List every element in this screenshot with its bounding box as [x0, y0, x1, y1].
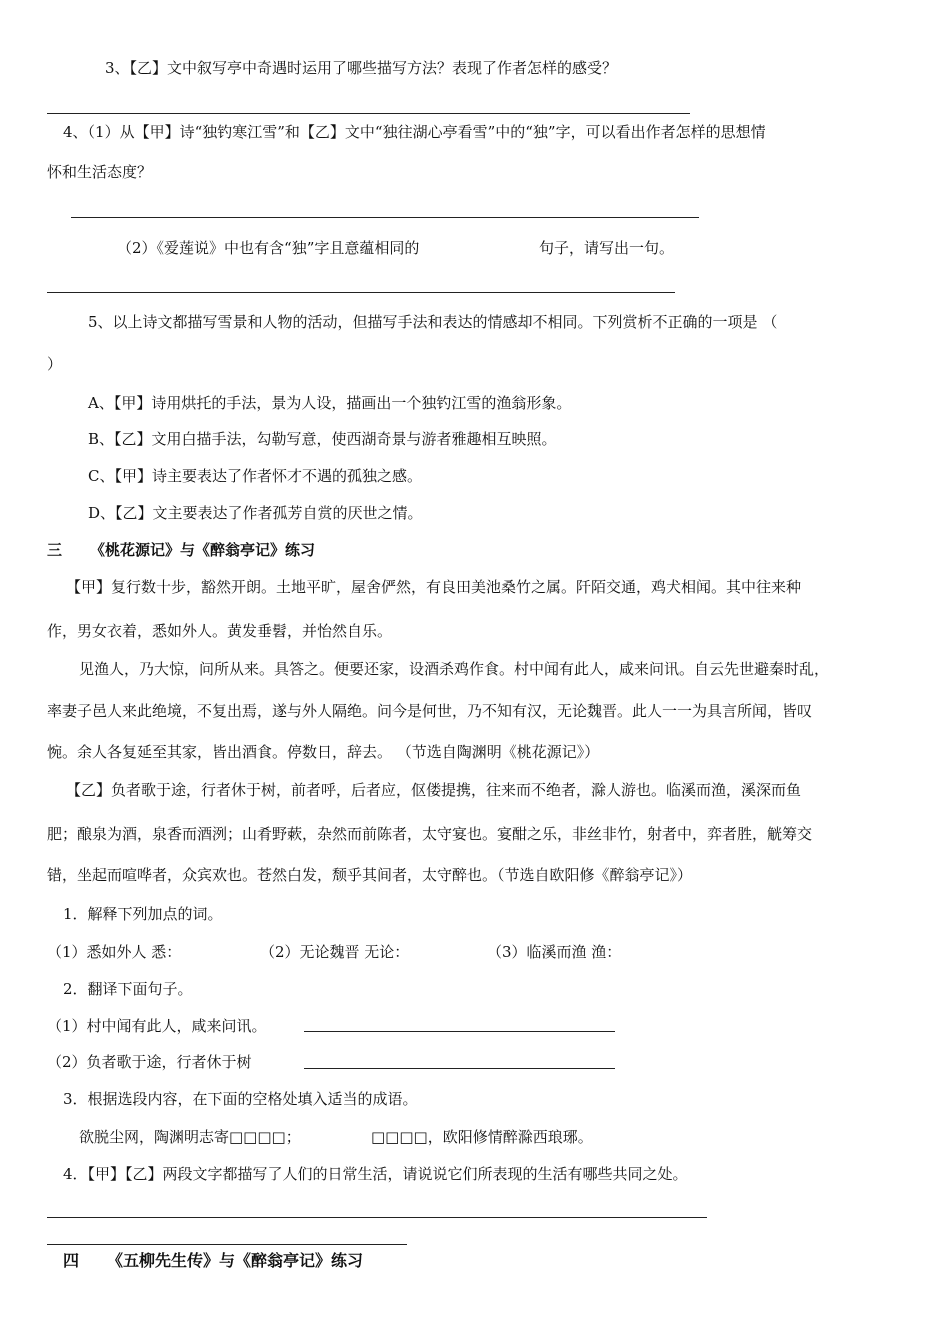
section-3-title: 《桃花源记》与《醉翁亭记》练习	[90, 541, 316, 559]
s3-question-2b: （2）负者歌于途，行者休于树	[47, 1053, 252, 1071]
question-4-line1: 4、（1）从【甲】诗“独钓寒江雪”和【乙】文中“独往湖心亭看雪”中的“独”字，可以看出作者怎样的思想情	[63, 123, 766, 141]
option-c: C、【甲】诗主要表达了作者怀才不遇的孤独之感。	[88, 467, 422, 485]
s3-question-4: 4．【甲】【乙】两段文字都描写了人们的日常生活，请说说它们所表现的生活有哪些共同之处。	[63, 1165, 688, 1183]
s3-question-2-title: 2．翻译下面句子。	[63, 980, 193, 998]
section-3-number: 三	[47, 541, 63, 559]
answer-line	[47, 1217, 707, 1218]
answer-line	[304, 1031, 615, 1032]
question-4-line2: 怀和生活态度？	[47, 163, 153, 181]
passage-jia-line: 率妻子邑人来此绝境，不复出焉，遂与外人隔绝。问今是何世，乃不知有汉，无论魏晋。此人一一为具言所闻，皆叹	[47, 702, 813, 720]
s3-question-3b: □□□□，欧阳修情醉滁西琅琊。	[371, 1128, 593, 1146]
option-a: A、【甲】诗用烘托的手法，景为人设，描画出一个独钓江雪的渔翁形象。	[88, 394, 572, 412]
passage-yi-line: 错，坐起而喧哗者，众宾欢也。苍然白发，颓乎其间者，太守醉也。（节选自欧阳修《醉翁亭记》）	[47, 866, 693, 884]
s3-question-1b: （2）无论魏晋 无论：	[260, 943, 410, 961]
passage-jia-line: 惋。余人各复延至其家，皆出酒食。停数日，辞去。 （节选自陶渊明《桃花源记》）	[47, 743, 600, 761]
passage-yi-line: 【乙】负者歌于途，行者休于树，前者呼，后者应，伛偻提携，往来而不绝者，滁人游也。临溪而渔，溪深而鱼	[66, 781, 802, 799]
s3-question-2a: （1）村中闻有此人，咸来问讯。	[47, 1017, 267, 1035]
option-b: B、【乙】文用白描手法，勾勒写意，使西湖奇景与游者雅趣相互映照。	[88, 430, 557, 448]
question-5-line2: ）	[47, 355, 63, 373]
s3-question-3a: 欲脱尘网，陶渊明志寄□□□□；	[79, 1128, 301, 1146]
question-3: 3、【乙】文中叙写亭中奇遇时运用了哪些描写方法？表现了作者怎样的感受？	[105, 59, 618, 77]
question-5-line1: 5、以上诗文都描写雪景和人物的活动，但描写手法和表达的情感却不相同。下列赏析不正确的一项是 （	[88, 313, 778, 331]
section-4-title: 《五柳先生传》与《醉翁亭记》练习	[107, 1251, 364, 1270]
answer-line	[47, 1244, 407, 1245]
passage-yi-line: 肥；酿泉为酒，泉香而酒洌；山肴野蔌，杂然而前陈者，太守宴也。宴酣之乐，非丝非竹，射者中，弈者胜，觥筹交	[47, 825, 813, 843]
answer-line	[47, 292, 675, 293]
answer-line	[47, 113, 690, 114]
s3-question-1a: （1）悉如外人 悉：	[47, 943, 182, 961]
answer-line	[304, 1068, 615, 1069]
section-4-number: 四	[63, 1251, 80, 1270]
s3-question-3-title: 3．根据选段内容，在下面的空格处填入适当的成语。	[63, 1090, 418, 1108]
question-4-sub2-a: （2）《爱莲说》中也有含“独”字且意蕴相同的	[117, 239, 420, 257]
s3-question-1-title: 1．解释下列加点的词。	[63, 905, 223, 923]
passage-jia-line: 见渔人，乃大惊，问所从来。具答之。便要还家，设酒杀鸡作食。村中闻有此人，咸来问讯。自云先世避秦时乱，	[79, 660, 830, 678]
answer-line	[71, 217, 699, 218]
passage-jia-line: 作，男女衣着，悉如外人。黄发垂髫，并怡然自乐。	[47, 622, 393, 640]
s3-question-1c: （3）临溪而渔 渔：	[487, 943, 622, 961]
passage-jia-line: 【甲】复行数十步，豁然开朗。土地平旷，屋舍俨然，有良田美池桑竹之属。阡陌交通，鸡犬相闻。其中往来种	[66, 578, 802, 596]
option-d: D、【乙】文主要表达了作者孤芳自赏的厌世之情。	[88, 504, 423, 522]
question-4-sub2-b: 句子，请写出一句。	[539, 239, 675, 257]
